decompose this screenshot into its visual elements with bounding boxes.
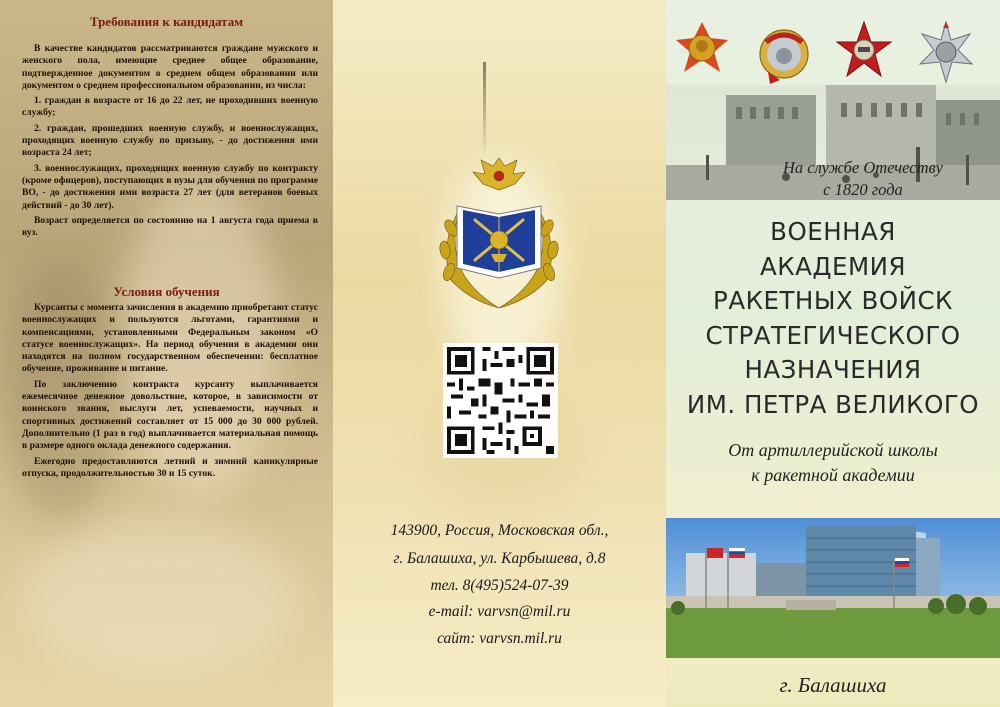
title-line: ВОЕННАЯ — [770, 217, 896, 246]
subtitle-line-1: От артиллерийской школы — [728, 440, 938, 460]
motto-line-2: с 1820 года — [823, 180, 903, 199]
address-line-1: 143900, Россия, Московская обл., — [390, 522, 609, 539]
title-line: АКАДЕМИЯ — [759, 251, 907, 281]
campus-photo — [666, 518, 1000, 658]
academy-emblem-icon — [429, 150, 569, 320]
website-link[interactable]: сайт: varvsn.mil.ru — [437, 630, 562, 647]
order-lenin-icon — [756, 20, 812, 92]
conditions-status: Курсанты с момента зачисления в академию приобретают статус военнослужащих и пользуются льготами, гарантиями и компенсациями, установленными Федеральным законом «О статусе военнослужащих». На период обучения в академии они находятся на полном государственном обеспечении: бесплатное обучение, проживание и питание. — [22, 302, 318, 375]
title-line: ИМ. ПЕТРА ВЕЛИКОГО — [686, 389, 980, 419]
panel-cover — [666, 0, 1000, 707]
requirements-intro: В качестве кандидатов рассматриваются граждане мужского и женского пола, имеющие среднее общее образование, подтвержденное документом о среднем общем образовании или документом о среднем профессиональном образовании, из числа: — [22, 43, 318, 91]
subtitle-line-2: к ракетной академии — [751, 465, 915, 485]
requirements-item-1: 1. граждан в возрасте от 16 до 22 лет, не проходивших военную службу; — [22, 95, 318, 119]
title-line: РАКЕТНЫХ ВОЙСК — [713, 286, 953, 315]
conditions-heading: Условия обучения — [113, 284, 220, 299]
order-suvorov-icon — [674, 20, 730, 92]
panel-contacts — [333, 0, 666, 707]
panel-requirements — [0, 0, 333, 707]
email-link[interactable]: e-mail: varvsn@mil.ru — [428, 603, 571, 620]
title-line: СТРАТЕГИЧЕСКОГО — [705, 320, 961, 350]
address-line-2: г. Балашиха, ул. Карбышева, д.8 — [393, 550, 606, 567]
conditions-vacation: Ежегодно предоставляются летний и зимний каникулярные отпуска, продолжительностью 30 и 15 суток. — [22, 455, 318, 479]
requirements-text — [22, 43, 318, 239]
title-line: НАЗНАЧЕНИЯ — [744, 355, 922, 384]
missile-trail — [483, 62, 486, 162]
academy-title — [666, 215, 1000, 422]
requirements-age-note: Возраст определяется по состоянию на 1 августа года приема в вуз. — [22, 214, 318, 239]
requirements-heading: Требования к кандидатам — [89, 14, 244, 29]
phone[interactable]: тел. 8(495)524-07-39 — [430, 577, 569, 594]
requirements-item-3: 3. военнослужащих, проходящих военную службу по контракту (кроме офицеров), поступающих в вузы для обучения по программе ВО, - до достижения ими возраста 27 лет (для ветеранов боевых действий - до 30 лет). — [22, 162, 318, 211]
order-red-star-icon — [836, 20, 892, 92]
city-label: г. Балашиха — [779, 673, 887, 697]
requirements-item-2: 2. граждан, прошедших военную службу, и военнослужащих, проходящих военную службу по призыву, - до достижения ими возраста 24 лет; — [22, 122, 318, 159]
order-kutuzov-icon — [918, 20, 974, 92]
motto-line-1: На службе Отечеству — [782, 158, 944, 177]
qr-code[interactable] — [443, 343, 558, 458]
conditions-text — [22, 302, 318, 480]
conditions-allowance: По заключению контракта курсанту выплачивается ежемесячное денежное довольствие, которое, в зависимости от воинского звания, выслуги лет, успеваемости, научных и спортивных достижений составляет от 15 000 до 30 000 рублей. Дополнительно (1 раз в год) выплачивается материальная помощь в размере одного оклада денежного содержания. — [22, 378, 318, 452]
